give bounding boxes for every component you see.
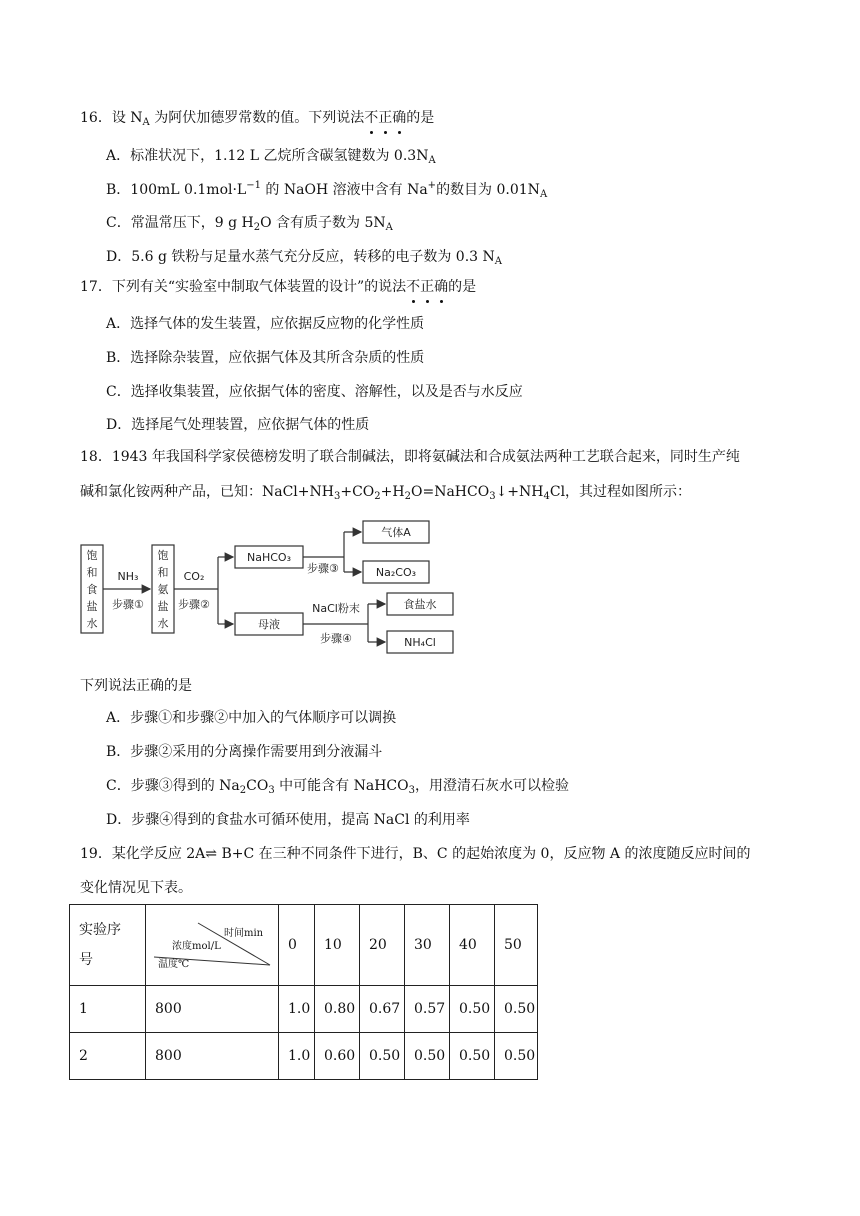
nacl-powder-label: NaCl粉末 xyxy=(312,602,360,615)
cell-value: 0.57 xyxy=(405,986,450,1033)
q18-prompt: 下列说法正确的是 xyxy=(80,678,192,694)
box1-char: 和 xyxy=(86,566,98,579)
header-time: 30 xyxy=(405,905,450,986)
q19-stem-line1: 19．某化学反应 2A⇌ B+C 在三种不同条件下进行，B、C 的起始浓度为 0，反应物 A 的浓度随反应时间的 xyxy=(80,846,751,862)
header-conc-label: 浓度mol/L xyxy=(172,941,221,952)
mother-liquor-label: 母液 xyxy=(258,618,280,631)
nh3-label: NH₃ xyxy=(117,570,139,583)
step2-label: 步骤② xyxy=(178,598,210,611)
q18-stem-line1: 18．1943 年我国科学家侯德榜发明了联合制碱法，即将氨碱法和合成氨法两种工艺联合起来，同时生产纯 xyxy=(80,449,740,465)
q17-option-b: B．选择除杂装置，应依据气体及其所含杂质的性质 xyxy=(106,350,425,366)
cell-value: 1.0 xyxy=(279,1033,315,1080)
cell-value: 0.50 xyxy=(495,1033,538,1080)
q16-option-b: B．100mL $0.1mol\cdot L^{-1}$ 的 NaOH 溶液中含有 Na+的数目为 $0.01N_A$ xyxy=(106,180,548,200)
nh4cl-label: NH₄Cl xyxy=(404,636,436,649)
co2-label: CO₂ xyxy=(183,570,205,583)
q17-stem: 17．下列有关“实验室中制取气体装置的设计”的说法不正确的是 xyxy=(80,279,477,295)
cell-value: 0.60 xyxy=(315,1033,360,1080)
box1-char: 水 xyxy=(86,617,98,630)
q17-option-d: D．选择尾气处理装置，应依据气体的性质 xyxy=(106,417,370,433)
step3-label: 步骤③ xyxy=(307,562,339,575)
cell-value: 0.67 xyxy=(360,986,405,1033)
gas-a-label: 气体A xyxy=(381,526,411,539)
box2-char: 水 xyxy=(157,617,169,630)
header-time: 10 xyxy=(315,905,360,986)
q18-option-c: C．步骤③得到的 $Na_2CO_3$ 中可能含有 NaHCO$_3$，用澄清石灰水可以检验 xyxy=(106,778,569,796)
cell-value: 0.50 xyxy=(405,1033,450,1080)
header-time: 50 xyxy=(495,905,538,986)
q16-option-a: A．标准状况下，1.12 L 乙烷所含碳氢键数为 $0.3N_A$ xyxy=(106,148,436,166)
q18-stem-line2: 碱和氯化铵两种产品，已知：$NaCl+NH_3+CO_2+H_2O=NaHCO_3↓+NH_4Cl$，其过程如图所示： xyxy=(80,484,692,502)
box1-char: 饱 xyxy=(86,549,98,562)
table-header-row xyxy=(70,905,538,986)
q18-option-d: D．步骤④得到的食盐水可循环使用，提高 NaCl 的利用率 xyxy=(106,812,470,828)
header-time-label: 时间min xyxy=(224,928,264,939)
box2-char: 盐 xyxy=(157,600,169,613)
header-time: 20 xyxy=(360,905,405,986)
process-flow-diagram xyxy=(78,518,458,662)
q18-option-a: A．步骤①和步骤②中加入的气体顺序可以调换 xyxy=(106,710,397,726)
step1-label: 步骤① xyxy=(112,598,144,611)
cell-value: 0.50 xyxy=(360,1033,405,1080)
header-time: 40 xyxy=(450,905,495,986)
q19-stem-line2: 变化情况见下表。 xyxy=(80,880,192,896)
cell-temp: 800 xyxy=(146,986,279,1033)
table-row xyxy=(70,986,538,1033)
concentration-table xyxy=(69,904,538,1080)
cell-temp: 800 xyxy=(146,1033,279,1080)
cell-value: 0.50 xyxy=(450,1033,495,1080)
header-diagonal-cell xyxy=(146,905,279,986)
table-row xyxy=(70,1033,538,1080)
q17-option-a: A．选择气体的发生装置，应依据反应物的化学性质 xyxy=(106,316,425,332)
step4-label: 步骤④ xyxy=(320,632,352,645)
header-experiment-no: 实验序 号 xyxy=(70,905,146,986)
q16-stem: 16．设 $N_A$ 为阿伏加德罗常数的值。下列说法不正确的是 xyxy=(80,110,435,128)
nahco3-label: NaHCO₃ xyxy=(247,551,291,564)
brine-label: 食盐水 xyxy=(403,598,437,611)
cell-value: 0.50 xyxy=(450,986,495,1033)
q18-option-b: B．步骤②采用的分离操作需要用到分液漏斗 xyxy=(106,744,383,760)
na2co3-label: Na₂CO₃ xyxy=(375,566,417,579)
q17-option-c: C．选择收集装置，应依据气体的密度、溶解性，以及是否与水反应 xyxy=(106,384,523,400)
q16-option-d: D．5.6 g 铁粉与足量水蒸气充分反应，转移的电子数为 0.3 $N_A$ xyxy=(106,249,502,267)
cell-value: 0.80 xyxy=(315,986,360,1033)
cell-value: 1.0 xyxy=(279,986,315,1033)
box2-char: 氨 xyxy=(157,583,169,596)
header-time: 0 xyxy=(279,905,315,986)
cell-id: 2 xyxy=(70,1033,146,1080)
box2-char: 饱 xyxy=(157,549,169,562)
box2-char: 和 xyxy=(157,566,169,579)
q16-option-c: C．常温常压下，9 g $H_2O$ 含有质子数为 $5N_A$ xyxy=(106,215,393,233)
cell-id: 1 xyxy=(70,986,146,1033)
box1-char: 盐 xyxy=(86,600,98,613)
header-temp-label: 温度℃ xyxy=(158,959,190,970)
box1-char: 食 xyxy=(86,583,98,596)
cell-value: 0.50 xyxy=(495,986,538,1033)
